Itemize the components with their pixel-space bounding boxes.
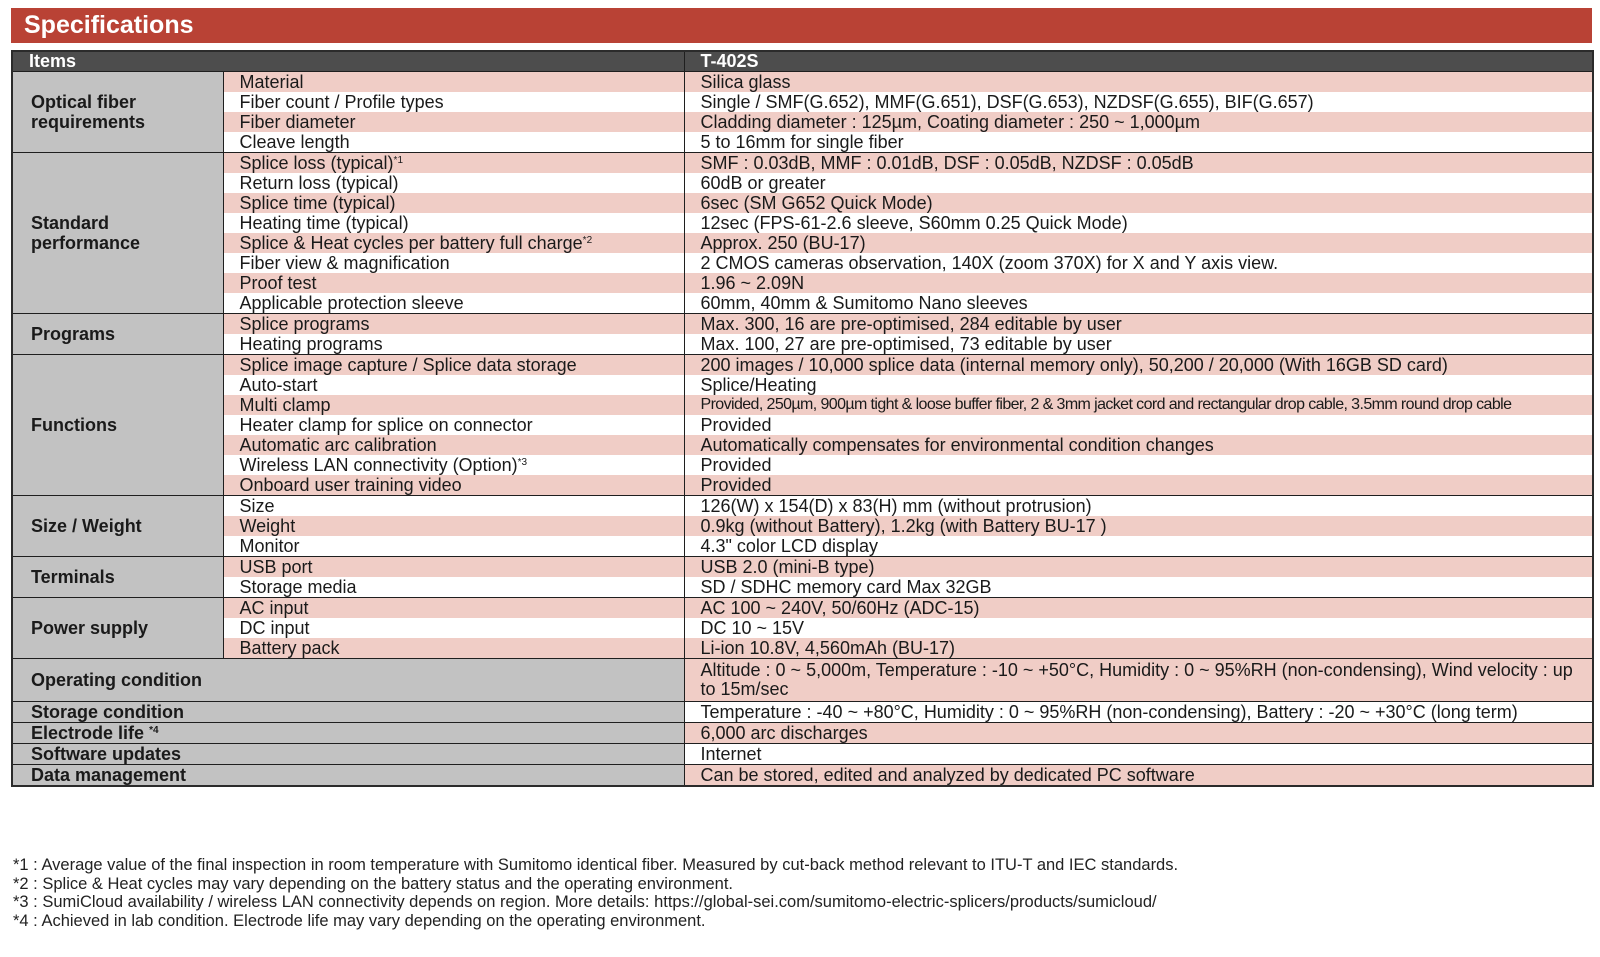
value-cell: 0.9kg (without Battery), 1.2kg (with Battery BU-17 ) <box>684 516 1593 536</box>
item-cell <box>223 536 684 557</box>
category-label: Size / Weight <box>31 516 142 536</box>
item-cell <box>223 577 684 598</box>
table-row <box>12 375 1593 395</box>
value-cell: Provided <box>684 455 1593 475</box>
value-cell: 6,000 arc discharges <box>684 723 1593 744</box>
item-label: Cleave length <box>239 132 350 152</box>
item-label: Fiber view & magnification <box>239 253 450 273</box>
table-row <box>12 72 1593 93</box>
value-cell: Max. 300, 16 are pre-optimised, 284 editable by user <box>684 314 1593 335</box>
table-row <box>12 598 1593 619</box>
value-cell: Provided, 250µm, 900µm tight & loose buffer fiber, 2 & 3mm jacket cord and rectangular drop cable, 3.5mm round drop cable <box>684 395 1593 415</box>
value-cell: SMF : 0.03dB, MMF : 0.01dB, DSF : 0.05dB, NZDSF : 0.05dB <box>684 153 1593 174</box>
category-cell <box>12 153 223 314</box>
value-cell: Single / SMF(G.652), MMF(G.651), DSF(G.653), NZDSF(G.655), BIF(G.657) <box>684 92 1593 112</box>
table-row <box>12 273 1593 293</box>
value-cell: 5 to 16mm for single fiber <box>684 132 1593 153</box>
value-cell: 12sec (FPS-61-2.6 sleeve, S60mm 0.25 Quick Mode) <box>684 213 1593 233</box>
table-row <box>12 435 1593 455</box>
item-label: Splice & Heat cycles per battery full charge <box>239 233 583 253</box>
table-row <box>12 475 1593 496</box>
item-cell <box>223 455 684 475</box>
table-row <box>12 516 1593 536</box>
footnote: *1 : Average value of the final inspection in room temperature with Sumitomo identical fiber. Measured by cut-back method relevant to ITU-T and IEC standards. <box>13 856 1179 874</box>
table-row <box>12 395 1593 415</box>
footnote-marker: *1 <box>393 155 403 166</box>
item-label: Splice time (typical) <box>239 193 396 213</box>
item-label: Storage media <box>239 577 357 597</box>
value-cell: 6sec (SM G652 Quick Mode) <box>684 193 1593 213</box>
value-cell: Provided <box>684 415 1593 435</box>
item-label: Auto-start <box>239 375 318 395</box>
header-model: T-402S <box>684 51 1593 72</box>
category-cell <box>12 496 223 557</box>
item-label: Heating time (typical) <box>239 213 409 233</box>
item-cell <box>223 334 684 355</box>
value-cell: Altitude : 0 ~ 5,000m, Temperature : -10 ~ +50°C, Humidity : 0 ~ 95%RH (non-condensing), Wind velocity : up to 15m/sec <box>684 659 1593 702</box>
table-row <box>12 193 1593 213</box>
item-cell <box>223 415 684 435</box>
item-label: Proof test <box>239 273 317 293</box>
item-cell <box>223 516 684 536</box>
table-row <box>12 112 1593 132</box>
item-cell <box>223 153 684 174</box>
category-label: Data management <box>31 765 187 785</box>
spec-table <box>11 50 1594 787</box>
table-row <box>12 213 1593 233</box>
category-cell <box>12 765 684 787</box>
value-cell: USB 2.0 (mini-B type) <box>684 557 1593 578</box>
table-row <box>12 638 1593 659</box>
value-cell: 200 images / 10,000 splice data (internal memory only), 50,200 / 20,000 (With 16GB SD card) <box>684 355 1593 376</box>
value-cell: Provided <box>684 475 1593 496</box>
table-row <box>12 92 1593 112</box>
item-cell <box>223 173 684 193</box>
category-label: Functions <box>31 415 117 435</box>
category-cell <box>12 598 223 659</box>
item-cell <box>223 72 684 93</box>
item-cell <box>223 193 684 213</box>
item-label: Weight <box>239 516 296 536</box>
table-row <box>12 334 1593 355</box>
item-cell <box>223 496 684 517</box>
spec-table-body <box>12 51 1593 786</box>
item-cell <box>223 233 684 253</box>
value-cell: Cladding diameter : 125µm, Coating diameter : 250 ~ 1,000µm <box>684 112 1593 132</box>
category-label: Terminals <box>31 567 115 587</box>
category-label: Storage condition <box>31 702 184 722</box>
item-label: Fiber count / Profile types <box>239 92 444 112</box>
item-label: Splice loss (typical) <box>239 153 394 173</box>
value-cell: 126(W) x 154(D) x 83(H) mm (without protrusion) <box>684 496 1593 517</box>
footnote-marker: *3 <box>517 457 528 468</box>
item-cell <box>223 273 684 293</box>
category-cell <box>12 659 684 702</box>
item-cell <box>223 618 684 638</box>
table-row <box>12 355 1593 376</box>
value-cell: 60dB or greater <box>684 173 1593 193</box>
table-row <box>12 744 1593 765</box>
value-cell: AC 100 ~ 240V, 50/60Hz (ADC-15) <box>684 598 1593 619</box>
value-cell: 1.96 ~ 2.09N <box>684 273 1593 293</box>
item-label: Splice programs <box>239 314 370 334</box>
item-cell <box>223 132 684 153</box>
item-cell <box>223 314 684 335</box>
value-cell: Temperature : -40 ~ +80°C, Humidity : 0 ~ 95%RH (non-condensing), Battery : -20 ~ +30°C (long term) <box>684 702 1593 723</box>
value-cell: Can be stored, edited and analyzed by dedicated PC software <box>684 765 1593 787</box>
value-cell: Automatically compensates for environmental condition changes <box>684 435 1593 455</box>
table-row <box>12 723 1593 744</box>
item-cell <box>223 598 684 619</box>
table-row <box>12 253 1593 273</box>
item-cell <box>223 375 684 395</box>
item-label: Fiber diameter <box>239 112 356 132</box>
item-label: Wireless LAN connectivity (Option) <box>239 455 518 475</box>
value-cell: Li-ion 10.8V, 4,560mAh (BU-17) <box>684 638 1593 659</box>
value-cell: Max. 100, 27 are pre-optimised, 73 editable by user <box>684 334 1593 355</box>
category-label: Standard performance <box>31 213 141 253</box>
table-row <box>12 577 1593 598</box>
category-cell <box>12 355 223 496</box>
category-cell <box>12 723 684 744</box>
category-label: Optical fiber requirements <box>31 92 146 132</box>
table-row <box>12 173 1593 193</box>
item-label: Heater clamp for splice on connector <box>239 415 533 435</box>
item-cell <box>223 435 684 455</box>
table-row <box>12 153 1593 174</box>
category-label: Software updates <box>31 744 182 764</box>
value-cell: Approx. 250 (BU-17) <box>684 233 1593 253</box>
item-cell <box>223 253 684 273</box>
item-label: Onboard user training video <box>239 475 462 495</box>
item-cell <box>223 475 684 496</box>
category-cell <box>12 702 684 723</box>
item-label: Heating programs <box>239 334 383 354</box>
value-cell: 2 CMOS cameras observation, 140X (zoom 370X) for X and Y axis view. <box>684 253 1593 273</box>
item-cell <box>223 213 684 233</box>
table-row <box>12 314 1593 335</box>
table-row <box>12 496 1593 517</box>
value-cell: Splice/Heating <box>684 375 1593 395</box>
page-title: Specifications <box>11 8 1592 43</box>
table-row <box>12 132 1593 153</box>
footnote-marker: *2 <box>582 235 593 246</box>
footnotes <box>13 856 1583 931</box>
category-cell <box>12 72 223 153</box>
item-label: Return loss (typical) <box>239 173 399 193</box>
item-label: AC input <box>239 598 309 618</box>
item-label: Battery pack <box>239 638 340 658</box>
item-cell <box>223 355 684 376</box>
item-label: Size <box>239 496 275 516</box>
footnote: *3 : SumiCloud availability / wireless LAN connectivity depends on region. More details: https://global-sei.com/sumitomo-electric-splicers/products/sumicloud/ <box>13 893 1157 912</box>
category-cell <box>12 314 223 355</box>
table-row <box>12 659 1593 702</box>
item-cell <box>223 638 684 659</box>
table-row <box>12 415 1593 435</box>
footnote: *2 : Splice & Heat cycles may vary depending on the battery status and the operating environment. <box>13 874 733 893</box>
item-label: Automatic arc calibration <box>239 435 437 455</box>
table-row <box>12 557 1593 578</box>
table-row <box>12 455 1593 475</box>
category-cell <box>12 744 684 765</box>
item-label: Material <box>239 72 304 92</box>
category-label: Operating condition <box>31 670 202 690</box>
table-row <box>12 702 1593 723</box>
category-label: Programs <box>31 324 116 344</box>
item-cell <box>223 395 684 415</box>
table-row <box>12 293 1593 314</box>
value-cell: DC 10 ~ 15V <box>684 618 1593 638</box>
category-label: Electrode life <box>31 723 145 743</box>
footnote: *4 : Achieved in lab condition. Electrode life may vary depending on the operating environment. <box>13 912 706 931</box>
category-label: Power supply <box>31 618 149 638</box>
table-row <box>12 233 1593 253</box>
item-label: Splice image capture / Splice data storage <box>239 355 577 375</box>
category-cell <box>12 557 223 598</box>
header-items: Items <box>12 51 684 72</box>
value-cell: 60mm, 40mm & Sumitomo Nano sleeves <box>684 293 1593 314</box>
item-label: USB port <box>239 557 313 577</box>
value-cell: Internet <box>684 744 1593 765</box>
item-cell <box>223 92 684 112</box>
value-cell: Silica glass <box>684 72 1593 93</box>
item-label: Monitor <box>239 536 300 556</box>
table-row <box>12 618 1593 638</box>
footnote-marker: *4 <box>149 725 159 736</box>
item-cell <box>223 557 684 578</box>
item-cell <box>223 293 684 314</box>
table-row <box>12 765 1593 787</box>
value-cell: SD / SDHC memory card Max 32GB <box>684 577 1593 598</box>
item-label: Multi clamp <box>239 395 331 415</box>
item-label: Applicable protection sleeve <box>239 293 464 313</box>
value-cell: 4.3" color LCD display <box>684 536 1593 557</box>
table-header-row <box>12 51 1593 72</box>
table-row <box>12 536 1593 557</box>
item-label: DC input <box>239 618 310 638</box>
item-cell <box>223 112 684 132</box>
